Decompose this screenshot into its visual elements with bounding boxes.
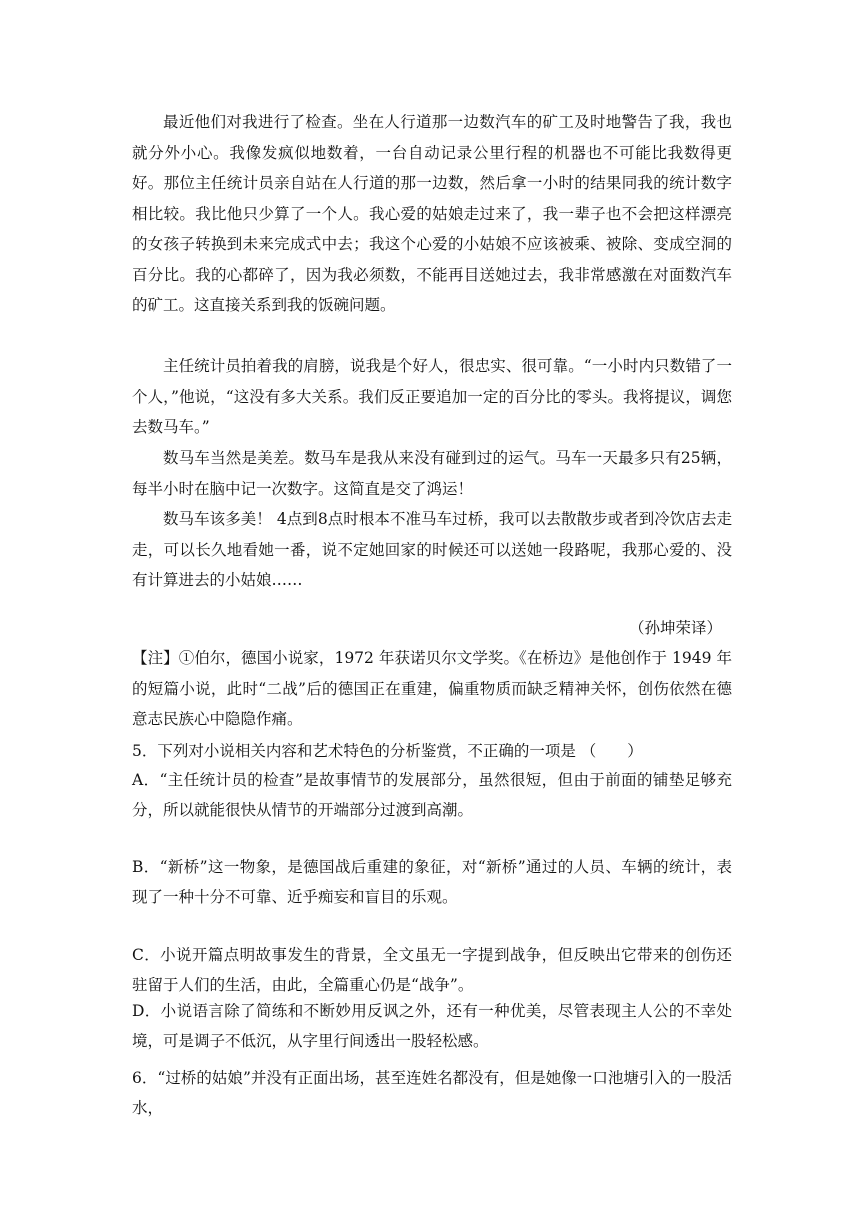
annotation-note: 【注】①伯尔，德国小说家，1972 年获诺贝尔文学奖。《在桥边》是他创作于 1949 年的短篇小说，此时“二战”后的德国正在重建，偏重物质而缺乏精神关怀，创伤依然在德意志民族心中隐隐作痛。	[132, 649, 732, 728]
question-5-option-d: D．小说语言除了简练和不断妙用反讽之外，还有一种优美，尽管表现主人公的不幸处境，可是调子不低沉，从字里行间透出一股轻松感。	[132, 1002, 732, 1050]
translator-credit: （孙坤荣译）	[628, 619, 722, 637]
question-5-option-b: B．“新桥”这一物象，是德国战后重建的象征，对“新桥”通过的人员、车辆的统计，表现了一种十分不可靠、近乎痴妄和盲目的乐观。	[132, 858, 732, 906]
question-5-stem: 5．下列对小说相关内容和艺术特色的分析鉴赏，不正确的一项是 （ ）	[132, 742, 643, 760]
story-paragraph-1: 最近他们对我进行了检查。坐在人行道那一边数汽车的矿工及时地警告了我，我也就分外小心。我像发疯似地数着，一台自动记录公里行程的机器也不可能比我数得更好。那位主任统计员亲自站在人行道的那一边数，然后拿一小时的结果同我的统计数字相比较。我比他只少算了一个人。我心爱的姑娘走过来了，我一辈子也不会把这样漂亮的女孩子转换到未来完成式中去；我这个心爱的小姑娘不应该被乘、被除、变成空洞的百分比。我的心都碎了，因为我必须数，不能再目送她过去，我非常感激在对面数汽车的矿工。这直接关系到我的饭碗问题。	[132, 113, 732, 314]
story-paragraph-4: 数马车该多美！ 4点到8点时根本不准马车过桥，我可以去散散步或者到冷饮店去走走，可以长久地看她一番，说不定她回家的时候还可以送她一段路呢，我那心爱的、没有计算进去的小姑娘……	[132, 510, 732, 589]
question-5-option-c: C．小说开篇点明故事发生的背景，全文虽无一字提到战争，但反映出它带来的创伤还驻留于人们的生活，由此，全篇重心仍是“战争”。	[132, 946, 732, 994]
story-paragraph-2: 主任统计员拍着我的肩膀，说我是个好人，很忠实、很可靠。“一小时内只数错了一个人，”他说，“这没有多大关系。我们反正要追加一定的百分比的零头。我将提议，调您去数马车。”	[132, 357, 732, 436]
story-paragraph-3: 数马车当然是美差。数马车是我从来没有碰到过的运气。马车一天最多只有25辆，每半小时在脑中记一次数字。这简直是交了鸿运！	[132, 449, 732, 498]
question-6-stem: 6．“过桥的姑娘”并没有正面出场，甚至连姓名都没有，但是她像一口池塘引入的一股活水，	[132, 1069, 732, 1117]
question-5-option-a: A．“主任统计员的检查”是故事情节的发展部分，虽然很短，但由于前面的铺垫足够充分，所以就能很快从情节的开端部分过渡到高潮。	[132, 771, 732, 819]
